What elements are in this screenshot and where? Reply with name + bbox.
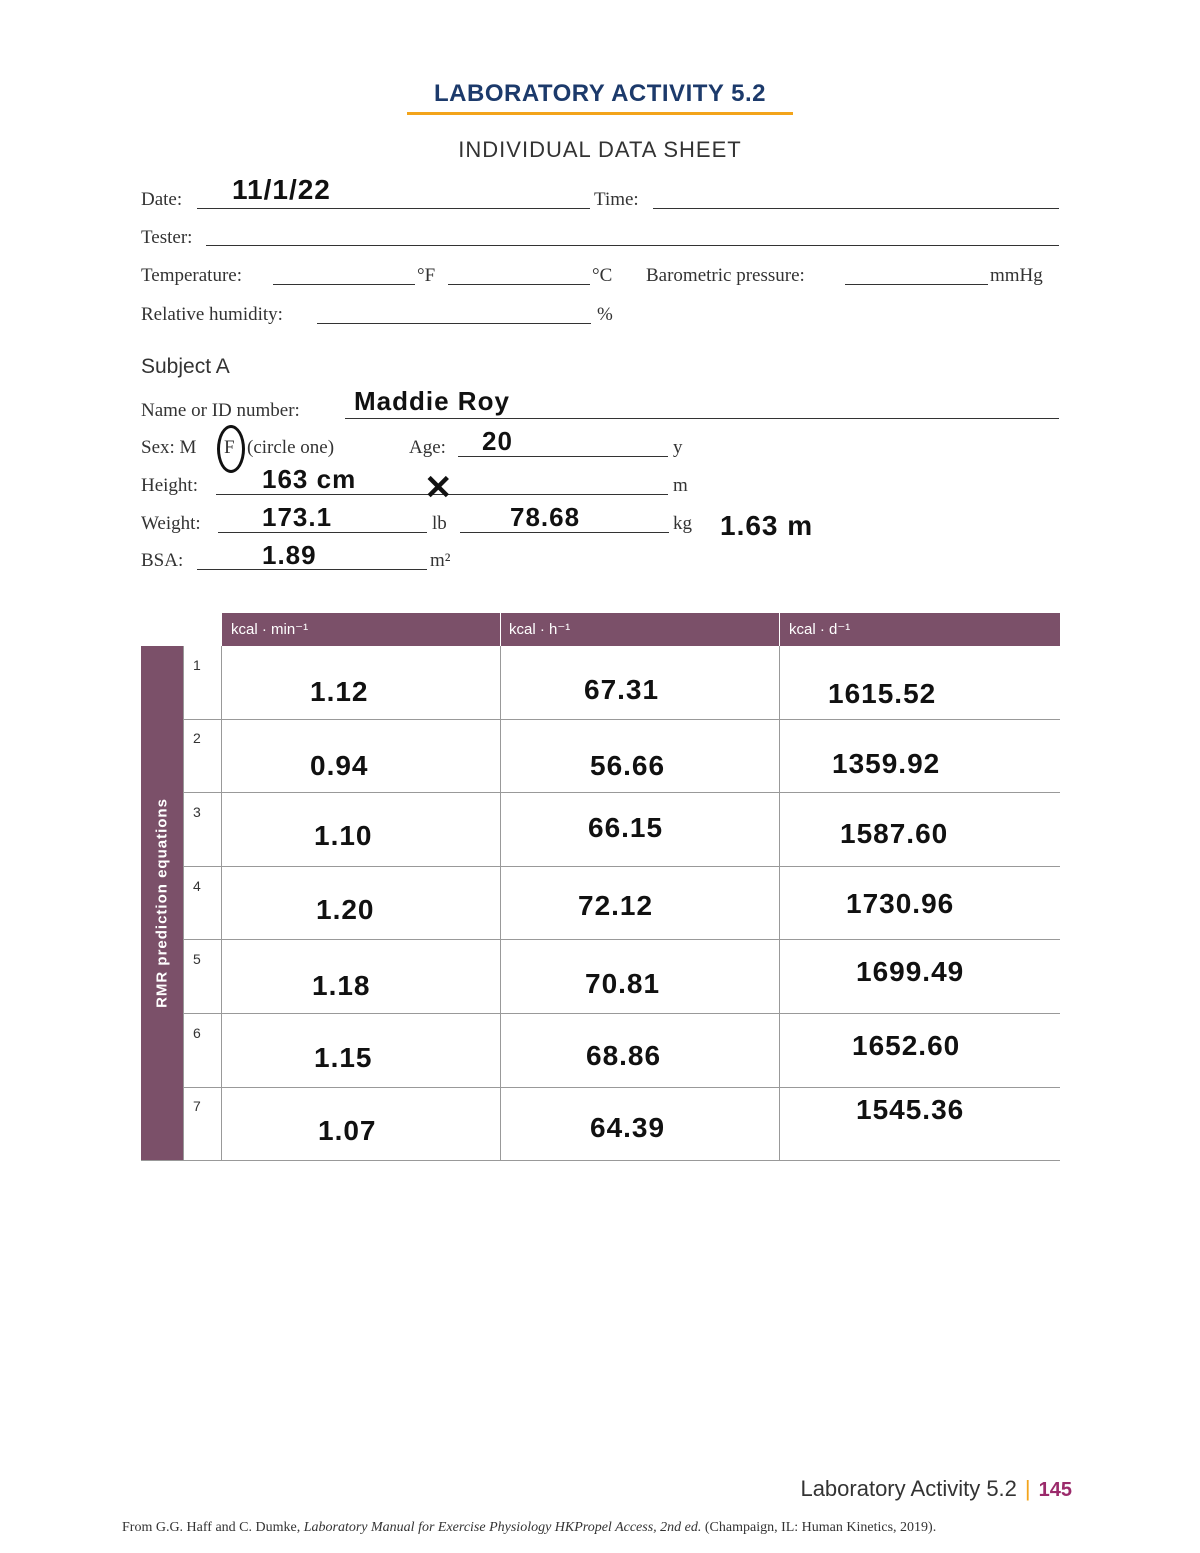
cell-kcal-min: 1.18 — [312, 970, 371, 1001]
grid-line — [183, 1013, 1060, 1014]
cell-kcal-h: 64.39 — [590, 1112, 666, 1143]
footer-separator: | — [1024, 1476, 1031, 1501]
sex-label: Sex: M — [141, 437, 197, 458]
height-label: Height: — [141, 475, 198, 496]
cell-kcal-min: 1.15 — [314, 1042, 373, 1073]
cell-kcal-d: 1587.60 — [840, 818, 949, 849]
bsa-unit: m² — [430, 550, 451, 571]
temperature-f-field[interactable] — [273, 284, 415, 285]
source-credit — [122, 1520, 936, 1536]
date-label: Date: — [141, 189, 183, 210]
sex-selection-circle — [217, 425, 245, 473]
grid-line — [183, 939, 1060, 940]
cell-kcal-d: 1699.49 — [856, 956, 965, 987]
header-divider — [779, 613, 780, 646]
cell-kcal-min: 0.94 — [310, 750, 369, 781]
temperature-label: Temperature: — [141, 265, 243, 286]
temperature-f-unit: °F — [417, 265, 436, 286]
humidity-field[interactable] — [317, 323, 591, 324]
bsa-label: BSA: — [141, 550, 184, 571]
column-header-kcal-h: kcal · h⁻¹ — [509, 621, 571, 638]
age-label: Age: — [409, 437, 446, 458]
cell-kcal-min: 1.12 — [310, 676, 369, 707]
cell-kcal-d: 1652.60 — [852, 1030, 961, 1061]
grid-line — [183, 1087, 1060, 1088]
date-field[interactable] — [197, 208, 590, 209]
cell-kcal-h: 67.31 — [584, 674, 660, 705]
credit-book-title: Laboratory Manual for Exercise Physiology HKPropel Access, 2nd ed. — [303, 1520, 702, 1535]
barometric-label: Barometric pressure: — [646, 265, 805, 286]
sex-option-f: F — [224, 437, 235, 458]
cell-kcal-d: 1730.96 — [846, 888, 955, 919]
row-number: 4 — [193, 878, 201, 894]
name-value: Maddie Roy — [354, 386, 510, 416]
humidity-unit: % — [597, 304, 613, 325]
name-label: Name or ID number: — [141, 400, 300, 421]
row-number: 7 — [193, 1098, 201, 1114]
subject-heading: Subject A — [141, 355, 230, 378]
title-underline — [407, 112, 793, 115]
cell-kcal-h: 56.66 — [590, 750, 666, 781]
row-number: 3 — [193, 804, 201, 820]
age-unit: y — [673, 437, 683, 458]
weight-kg-value: 78.68 — [510, 502, 581, 532]
weight-lb-unit: lb — [432, 513, 447, 534]
time-label: Time: — [594, 189, 639, 210]
temperature-c-unit: °C — [592, 265, 613, 286]
barometric-field[interactable] — [845, 284, 988, 285]
tester-label: Tester: — [141, 227, 193, 248]
cell-kcal-h: 70.81 — [585, 968, 661, 999]
name-field[interactable] — [345, 418, 1059, 419]
credit-prefix: From G.G. Haff and C. Dumke, — [122, 1520, 304, 1535]
cell-kcal-h: 66.15 — [588, 812, 664, 843]
cell-kcal-d: 1545.36 — [856, 1094, 965, 1125]
height-unit: m — [673, 475, 688, 496]
grid-line — [221, 646, 222, 1161]
height-cross-mark: ✕ — [424, 469, 454, 507]
page-title: LABORATORY ACTIVITY 5.2 — [434, 80, 766, 107]
column-header-kcal-min: kcal · min⁻¹ — [231, 621, 309, 638]
grid-line — [779, 646, 780, 1161]
age-value: 20 — [482, 426, 513, 456]
footer-activity: Laboratory Activity 5.2 — [800, 1476, 1017, 1501]
cell-kcal-min: 1.20 — [316, 894, 375, 925]
grid-line — [183, 719, 1060, 720]
height-value: 163 cm — [262, 464, 357, 494]
cell-kcal-d: 1615.52 — [828, 678, 937, 709]
row-number: 6 — [193, 1025, 201, 1041]
header-divider — [500, 613, 501, 646]
height-meters-note: 1.63 m — [720, 510, 814, 541]
barometric-unit: mmHg — [990, 265, 1043, 286]
tester-field[interactable] — [206, 245, 1059, 246]
sex-note: (circle one) — [247, 437, 335, 458]
row-number: 1 — [193, 657, 201, 673]
footer-title — [800, 1476, 1072, 1502]
bsa-value: 1.89 — [262, 540, 317, 570]
cell-kcal-h: 72.12 — [578, 890, 654, 921]
temperature-c-field[interactable] — [448, 284, 590, 285]
weight-lb-value: 173.1 — [262, 502, 333, 532]
grid-line — [183, 866, 1060, 867]
weight-label: Weight: — [141, 513, 201, 534]
grid-line — [183, 646, 184, 1161]
time-field[interactable] — [653, 208, 1059, 209]
page-subtitle: INDIVIDUAL DATA SHEET — [458, 137, 742, 162]
page-number: 145 — [1038, 1479, 1072, 1501]
grid-line — [141, 1160, 1060, 1161]
cell-kcal-d: 1359.92 — [832, 748, 941, 779]
side-label: RMR prediction equations — [153, 798, 171, 1008]
humidity-label: Relative humidity: — [141, 304, 283, 325]
column-header-kcal-d: kcal · d⁻¹ — [789, 621, 851, 638]
row-number: 2 — [193, 730, 201, 746]
weight-kg-unit: kg — [673, 513, 692, 534]
credit-suffix: (Champaign, IL: Human Kinetics, 2019). — [701, 1520, 937, 1535]
cell-kcal-min: 1.07 — [318, 1115, 377, 1146]
row-number: 5 — [193, 951, 201, 967]
cell-kcal-h: 68.86 — [586, 1040, 662, 1071]
cell-kcal-min: 1.10 — [314, 820, 373, 851]
grid-line — [183, 792, 1060, 793]
date-value: 11/1/22 — [232, 174, 331, 205]
